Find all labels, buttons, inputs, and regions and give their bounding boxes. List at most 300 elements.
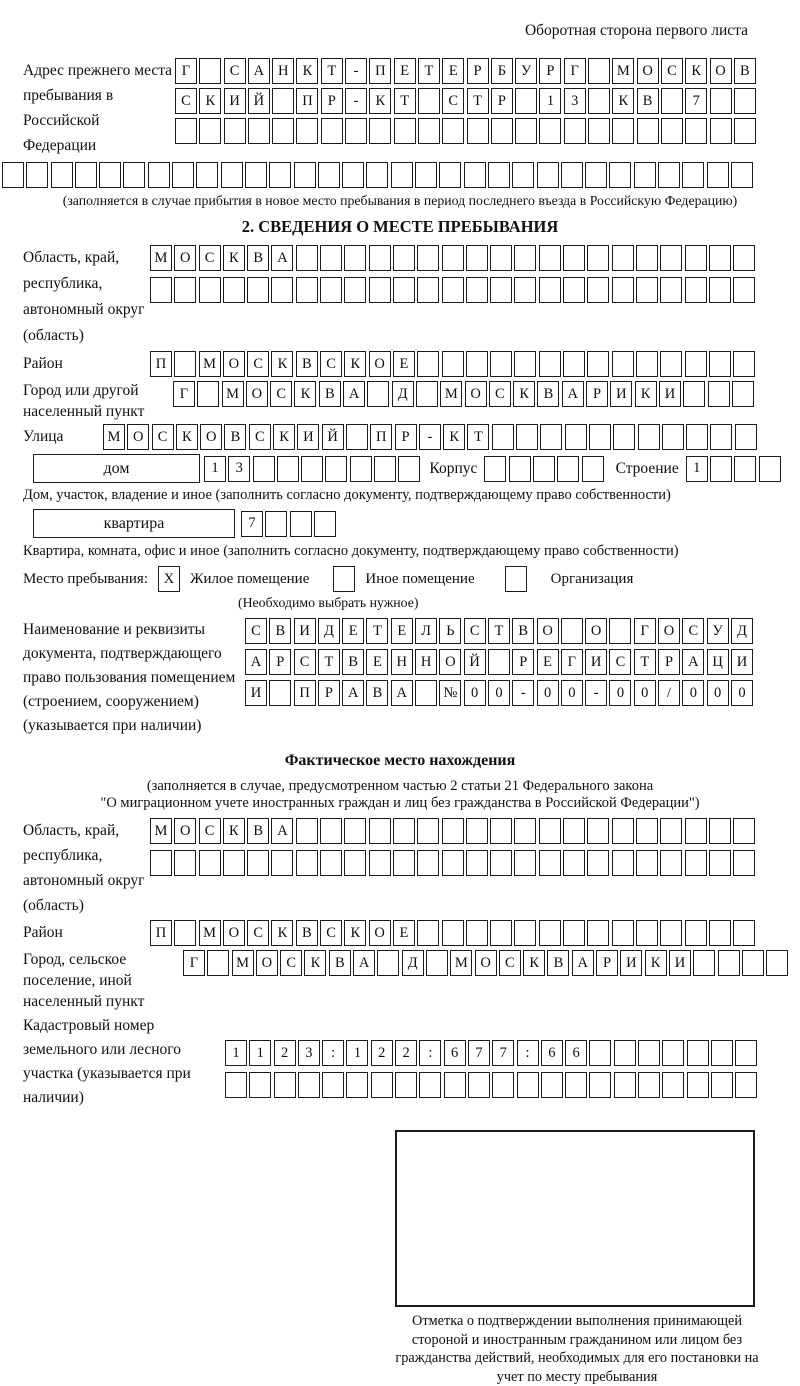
char-cell[interactable]: В: [296, 920, 318, 946]
char-cell[interactable]: [490, 277, 512, 303]
char-cell[interactable]: [685, 920, 707, 946]
char-cell[interactable]: [296, 277, 318, 303]
char-cell[interactable]: Т: [467, 88, 489, 114]
char-cell[interactable]: [685, 118, 707, 144]
char-cell[interactable]: [693, 950, 715, 976]
char-cell[interactable]: Н: [272, 58, 294, 84]
char-cell[interactable]: [350, 456, 372, 482]
char-cell[interactable]: :: [517, 1040, 539, 1066]
char-cell[interactable]: [733, 818, 755, 844]
char-cell[interactable]: 3: [298, 1040, 320, 1066]
char-cell[interactable]: 0: [682, 680, 704, 706]
char-cell[interactable]: [442, 920, 464, 946]
char-cell[interactable]: [415, 680, 437, 706]
char-cell[interactable]: Г: [634, 618, 656, 644]
char-cell[interactable]: [346, 424, 368, 450]
char-cell[interactable]: [417, 351, 439, 377]
char-cell[interactable]: [759, 456, 781, 482]
char-cell[interactable]: К: [344, 920, 366, 946]
char-cell[interactable]: [587, 850, 609, 876]
char-cell[interactable]: И: [224, 88, 246, 114]
char-cell[interactable]: [733, 277, 755, 303]
char-cell[interactable]: Г: [564, 58, 586, 84]
char-cell[interactable]: Ь: [439, 618, 461, 644]
char-cell[interactable]: [442, 118, 464, 144]
char-cell[interactable]: [415, 162, 437, 188]
char-cell[interactable]: К: [294, 381, 316, 407]
char-cell[interactable]: [660, 818, 682, 844]
char-cell[interactable]: К: [271, 351, 293, 377]
char-cell[interactable]: О: [369, 920, 391, 946]
char-cell[interactable]: [563, 850, 585, 876]
char-cell[interactable]: [514, 818, 536, 844]
char-cell[interactable]: А: [343, 381, 365, 407]
char-cell[interactable]: 0: [634, 680, 656, 706]
char-cell[interactable]: [247, 850, 269, 876]
char-cell[interactable]: [318, 162, 340, 188]
char-cell[interactable]: [248, 118, 270, 144]
char-cell[interactable]: [637, 118, 659, 144]
char-cell[interactable]: [609, 162, 631, 188]
char-cell[interactable]: К: [273, 424, 295, 450]
char-cell[interactable]: [174, 920, 196, 946]
char-cell[interactable]: [174, 850, 196, 876]
char-cell[interactable]: [466, 850, 488, 876]
char-cell[interactable]: [325, 456, 347, 482]
char-cell[interactable]: И: [297, 424, 319, 450]
char-cell[interactable]: С: [489, 381, 511, 407]
char-cell[interactable]: [245, 162, 267, 188]
char-cell[interactable]: В: [269, 618, 291, 644]
char-cell[interactable]: [391, 162, 413, 188]
char-cell[interactable]: [539, 850, 561, 876]
char-cell[interactable]: К: [513, 381, 535, 407]
char-cell[interactable]: [345, 118, 367, 144]
char-cell[interactable]: К: [304, 950, 326, 976]
char-cell[interactable]: В: [319, 381, 341, 407]
char-cell[interactable]: [444, 1072, 466, 1098]
char-cell[interactable]: [533, 456, 555, 482]
char-cell[interactable]: А: [271, 818, 293, 844]
char-cell[interactable]: [265, 511, 287, 537]
char-cell[interactable]: П: [150, 920, 172, 946]
char-cell[interactable]: М: [199, 351, 221, 377]
char-cell[interactable]: [587, 245, 609, 271]
char-cell[interactable]: С: [199, 818, 221, 844]
char-cell[interactable]: С: [247, 351, 269, 377]
char-cell[interactable]: 6: [444, 1040, 466, 1066]
char-cell[interactable]: [539, 351, 561, 377]
char-cell[interactable]: [342, 162, 364, 188]
char-cell[interactable]: В: [547, 950, 569, 976]
char-cell[interactable]: М: [222, 381, 244, 407]
char-cell[interactable]: [199, 118, 221, 144]
char-cell[interactable]: [366, 162, 388, 188]
char-cell[interactable]: [369, 118, 391, 144]
char-cell[interactable]: [540, 424, 562, 450]
char-cell[interactable]: А: [391, 680, 413, 706]
char-cell[interactable]: [686, 424, 708, 450]
char-cell[interactable]: Т: [318, 649, 340, 675]
char-cell[interactable]: К: [685, 58, 707, 84]
char-cell[interactable]: А: [572, 950, 594, 976]
char-cell[interactable]: К: [176, 424, 198, 450]
char-cell[interactable]: [732, 381, 754, 407]
char-cell[interactable]: 7: [492, 1040, 514, 1066]
char-cell[interactable]: [398, 456, 420, 482]
char-cell[interactable]: [662, 1072, 684, 1098]
char-cell[interactable]: Р: [586, 381, 608, 407]
char-cell[interactable]: 0: [537, 680, 559, 706]
char-cell[interactable]: С: [247, 920, 269, 946]
char-cell[interactable]: [466, 920, 488, 946]
char-cell[interactable]: В: [637, 88, 659, 114]
char-cell[interactable]: [196, 162, 218, 188]
char-cell[interactable]: [51, 162, 73, 188]
char-cell[interactable]: Е: [537, 649, 559, 675]
char-cell[interactable]: О: [710, 58, 732, 84]
organization-checkbox[interactable]: [505, 566, 527, 592]
char-cell[interactable]: [638, 424, 660, 450]
char-cell[interactable]: [393, 277, 415, 303]
char-cell[interactable]: [733, 850, 755, 876]
char-cell[interactable]: [224, 118, 246, 144]
char-cell[interactable]: [660, 351, 682, 377]
char-cell[interactable]: [274, 1072, 296, 1098]
char-cell[interactable]: А: [245, 649, 267, 675]
char-cell[interactable]: 2: [274, 1040, 296, 1066]
char-cell[interactable]: [393, 850, 415, 876]
char-cell[interactable]: [290, 511, 312, 537]
char-cell[interactable]: О: [658, 618, 680, 644]
char-cell[interactable]: Т: [394, 88, 416, 114]
char-cell[interactable]: [26, 162, 48, 188]
char-cell[interactable]: [539, 920, 561, 946]
char-cell[interactable]: Ц: [707, 649, 729, 675]
char-cell[interactable]: [322, 1072, 344, 1098]
char-cell[interactable]: [514, 850, 536, 876]
char-cell[interactable]: [207, 950, 229, 976]
char-cell[interactable]: [612, 277, 634, 303]
char-cell[interactable]: 2: [371, 1040, 393, 1066]
char-cell[interactable]: [492, 424, 514, 450]
char-cell[interactable]: [374, 456, 396, 482]
char-cell[interactable]: [707, 162, 729, 188]
char-cell[interactable]: [223, 850, 245, 876]
char-cell[interactable]: [687, 1040, 709, 1066]
char-cell[interactable]: [369, 850, 391, 876]
char-cell[interactable]: [661, 118, 683, 144]
char-cell[interactable]: [320, 245, 342, 271]
char-cell[interactable]: [344, 245, 366, 271]
char-cell[interactable]: О: [585, 618, 607, 644]
char-cell[interactable]: [733, 351, 755, 377]
char-cell[interactable]: [735, 1040, 757, 1066]
char-cell[interactable]: О: [537, 618, 559, 644]
char-cell[interactable]: С: [294, 649, 316, 675]
char-cell[interactable]: 3: [564, 88, 586, 114]
char-cell[interactable]: М: [150, 245, 172, 271]
char-cell[interactable]: [612, 818, 634, 844]
char-cell[interactable]: [634, 162, 656, 188]
char-cell[interactable]: [565, 1072, 587, 1098]
char-cell[interactable]: [225, 1072, 247, 1098]
char-cell[interactable]: [2, 162, 24, 188]
char-cell[interactable]: [320, 850, 342, 876]
char-cell[interactable]: О: [223, 351, 245, 377]
char-cell[interactable]: [636, 351, 658, 377]
char-cell[interactable]: [468, 1072, 490, 1098]
char-cell[interactable]: [488, 162, 510, 188]
char-cell[interactable]: 1: [539, 88, 561, 114]
char-cell[interactable]: [199, 850, 221, 876]
char-cell[interactable]: [301, 456, 323, 482]
char-cell[interactable]: [490, 920, 512, 946]
char-cell[interactable]: Н: [415, 649, 437, 675]
char-cell[interactable]: [588, 58, 610, 84]
char-cell[interactable]: [484, 456, 506, 482]
char-cell[interactable]: №: [439, 680, 461, 706]
char-cell[interactable]: Й: [322, 424, 344, 450]
char-cell[interactable]: [466, 818, 488, 844]
char-cell[interactable]: 6: [541, 1040, 563, 1066]
char-cell[interactable]: К: [344, 351, 366, 377]
char-cell[interactable]: 7: [468, 1040, 490, 1066]
char-cell[interactable]: [588, 88, 610, 114]
char-cell[interactable]: Р: [395, 424, 417, 450]
char-cell[interactable]: [685, 245, 707, 271]
char-cell[interactable]: С: [224, 58, 246, 84]
char-cell[interactable]: [271, 277, 293, 303]
char-cell[interactable]: [419, 1072, 441, 1098]
char-cell[interactable]: С: [152, 424, 174, 450]
char-cell[interactable]: [514, 351, 536, 377]
char-cell[interactable]: С: [442, 88, 464, 114]
char-cell[interactable]: [609, 618, 631, 644]
char-cell[interactable]: [709, 245, 731, 271]
char-cell[interactable]: [709, 818, 731, 844]
char-cell[interactable]: [464, 162, 486, 188]
char-cell[interactable]: М: [103, 424, 125, 450]
char-cell[interactable]: И: [620, 950, 642, 976]
char-cell[interactable]: [442, 277, 464, 303]
char-cell[interactable]: [587, 818, 609, 844]
char-cell[interactable]: К: [443, 424, 465, 450]
char-cell[interactable]: -: [345, 58, 367, 84]
char-cell[interactable]: Г: [183, 950, 205, 976]
char-cell[interactable]: -: [512, 680, 534, 706]
char-cell[interactable]: С: [199, 245, 221, 271]
char-cell[interactable]: [418, 118, 440, 144]
char-cell[interactable]: И: [731, 649, 753, 675]
char-cell[interactable]: О: [174, 245, 196, 271]
char-cell[interactable]: [563, 277, 585, 303]
char-cell[interactable]: О: [475, 950, 497, 976]
char-cell[interactable]: [709, 850, 731, 876]
char-cell[interactable]: А: [353, 950, 375, 976]
char-cell[interactable]: [393, 245, 415, 271]
char-cell[interactable]: [660, 850, 682, 876]
char-cell[interactable]: [515, 88, 537, 114]
char-cell[interactable]: [687, 1072, 709, 1098]
char-cell[interactable]: [589, 424, 611, 450]
char-cell[interactable]: [587, 920, 609, 946]
char-cell[interactable]: [466, 351, 488, 377]
char-cell[interactable]: С: [175, 88, 197, 114]
char-cell[interactable]: [636, 277, 658, 303]
char-cell[interactable]: [369, 818, 391, 844]
char-cell[interactable]: [490, 351, 512, 377]
char-cell[interactable]: [369, 245, 391, 271]
char-cell[interactable]: [613, 424, 635, 450]
char-cell[interactable]: [561, 162, 583, 188]
char-cell[interactable]: 1: [686, 456, 708, 482]
char-cell[interactable]: [514, 277, 536, 303]
char-cell[interactable]: [735, 1072, 757, 1098]
char-cell[interactable]: [148, 162, 170, 188]
char-cell[interactable]: С: [249, 424, 271, 450]
char-cell[interactable]: 1: [225, 1040, 247, 1066]
char-cell[interactable]: [709, 277, 731, 303]
char-cell[interactable]: [269, 162, 291, 188]
char-cell[interactable]: [344, 850, 366, 876]
char-cell[interactable]: [612, 118, 634, 144]
char-cell[interactable]: [509, 456, 531, 482]
char-cell[interactable]: -: [585, 680, 607, 706]
char-cell[interactable]: [662, 1040, 684, 1066]
char-cell[interactable]: [371, 1072, 393, 1098]
char-cell[interactable]: [442, 850, 464, 876]
char-cell[interactable]: В: [296, 351, 318, 377]
char-cell[interactable]: О: [200, 424, 222, 450]
char-cell[interactable]: А: [342, 680, 364, 706]
char-cell[interactable]: [516, 424, 538, 450]
char-cell[interactable]: М: [440, 381, 462, 407]
char-cell[interactable]: Й: [248, 88, 270, 114]
char-cell[interactable]: [682, 162, 704, 188]
char-cell[interactable]: Р: [596, 950, 618, 976]
char-cell[interactable]: П: [294, 680, 316, 706]
char-cell[interactable]: [197, 381, 219, 407]
char-cell[interactable]: Г: [173, 381, 195, 407]
char-cell[interactable]: М: [450, 950, 472, 976]
char-cell[interactable]: [294, 162, 316, 188]
char-cell[interactable]: [296, 818, 318, 844]
char-cell[interactable]: [221, 162, 243, 188]
char-cell[interactable]: [709, 920, 731, 946]
char-cell[interactable]: В: [247, 245, 269, 271]
char-cell[interactable]: М: [612, 58, 634, 84]
char-cell[interactable]: [708, 381, 730, 407]
char-cell[interactable]: [271, 850, 293, 876]
char-cell[interactable]: [466, 277, 488, 303]
char-cell[interactable]: У: [707, 618, 729, 644]
char-cell[interactable]: [685, 277, 707, 303]
char-cell[interactable]: [490, 850, 512, 876]
char-cell[interactable]: П: [296, 88, 318, 114]
char-cell[interactable]: [417, 818, 439, 844]
char-cell[interactable]: [636, 850, 658, 876]
char-cell[interactable]: Д: [402, 950, 424, 976]
char-cell[interactable]: [393, 818, 415, 844]
char-cell[interactable]: [660, 245, 682, 271]
char-cell[interactable]: 3: [228, 456, 250, 482]
char-cell[interactable]: 0: [609, 680, 631, 706]
char-cell[interactable]: [685, 818, 707, 844]
char-cell[interactable]: [517, 1072, 539, 1098]
char-cell[interactable]: П: [150, 351, 172, 377]
char-cell[interactable]: [585, 162, 607, 188]
char-cell[interactable]: В: [734, 58, 756, 84]
char-cell[interactable]: [563, 818, 585, 844]
char-cell[interactable]: [416, 381, 438, 407]
char-cell[interactable]: [582, 456, 604, 482]
char-cell[interactable]: В: [342, 649, 364, 675]
char-cell[interactable]: 1: [346, 1040, 368, 1066]
residential-checkbox[interactable]: X: [158, 566, 180, 592]
char-cell[interactable]: [367, 381, 389, 407]
char-cell[interactable]: [320, 277, 342, 303]
char-cell[interactable]: К: [223, 245, 245, 271]
char-cell[interactable]: [491, 118, 513, 144]
char-cell[interactable]: [253, 456, 275, 482]
char-cell[interactable]: [661, 88, 683, 114]
char-cell[interactable]: Т: [467, 424, 489, 450]
char-cell[interactable]: [733, 245, 755, 271]
char-cell[interactable]: К: [271, 920, 293, 946]
char-cell[interactable]: [589, 1072, 611, 1098]
char-cell[interactable]: Р: [491, 88, 513, 114]
char-cell[interactable]: А: [562, 381, 584, 407]
char-cell[interactable]: Е: [442, 58, 464, 84]
char-cell[interactable]: В: [247, 818, 269, 844]
char-cell[interactable]: [734, 456, 756, 482]
char-cell[interactable]: [417, 850, 439, 876]
char-cell[interactable]: [766, 950, 788, 976]
char-cell[interactable]: [636, 818, 658, 844]
char-cell[interactable]: Б: [491, 58, 513, 84]
char-cell[interactable]: [272, 118, 294, 144]
char-cell[interactable]: [587, 351, 609, 377]
char-cell[interactable]: [658, 162, 680, 188]
char-cell[interactable]: [249, 1072, 271, 1098]
char-cell[interactable]: Е: [394, 58, 416, 84]
char-cell[interactable]: [539, 245, 561, 271]
char-cell[interactable]: Л: [415, 618, 437, 644]
char-cell[interactable]: [467, 118, 489, 144]
char-cell[interactable]: И: [585, 649, 607, 675]
char-cell[interactable]: [99, 162, 121, 188]
char-cell[interactable]: О: [127, 424, 149, 450]
char-cell[interactable]: [612, 850, 634, 876]
char-cell[interactable]: [735, 424, 757, 450]
char-cell[interactable]: Е: [393, 920, 415, 946]
char-cell[interactable]: В: [329, 950, 351, 976]
char-cell[interactable]: [394, 118, 416, 144]
char-cell[interactable]: [488, 649, 510, 675]
char-cell[interactable]: [614, 1040, 636, 1066]
char-cell[interactable]: С: [609, 649, 631, 675]
other-premises-checkbox[interactable]: [333, 566, 355, 592]
char-cell[interactable]: [417, 920, 439, 946]
char-cell[interactable]: [710, 118, 732, 144]
char-cell[interactable]: Д: [731, 618, 753, 644]
char-cell[interactable]: [514, 245, 536, 271]
char-cell[interactable]: [711, 1072, 733, 1098]
char-cell[interactable]: [710, 456, 732, 482]
char-cell[interactable]: О: [174, 818, 196, 844]
char-cell[interactable]: [587, 277, 609, 303]
